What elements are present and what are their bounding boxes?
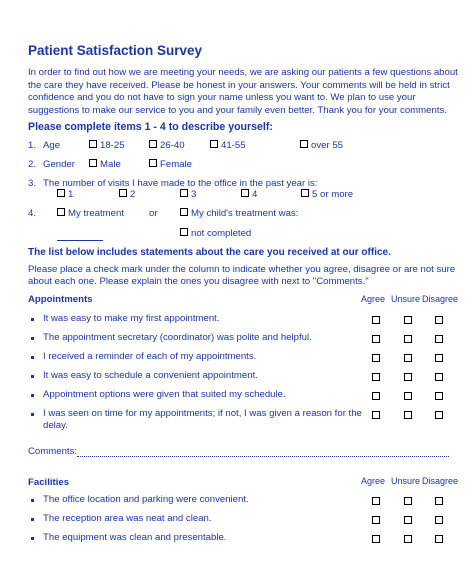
- unsure-checkbox[interactable]: [404, 497, 412, 505]
- appointment-item-6: I was seen on time for my appointments; if not, I was given a reason for the: [43, 408, 362, 419]
- q2-option-male[interactable]: Male: [89, 159, 121, 172]
- intro-line-2: the care they have received. Please be honest in your answers. Your comments will be held in strict: [28, 79, 450, 91]
- bullet-icon: [31, 394, 34, 397]
- bullet-icon: [31, 356, 34, 359]
- disagree-checkbox[interactable]: [435, 516, 443, 524]
- facility-item-1: The office location and parking were convenient.: [43, 494, 249, 505]
- q2-number: 2.: [28, 159, 37, 170]
- q3-option-5-or-more[interactable]: 5 or more: [301, 189, 353, 202]
- appointment-item-6-cont: delay.: [43, 420, 68, 431]
- column-disagree: Disagree: [422, 476, 459, 486]
- q4-number: 4.: [28, 208, 37, 219]
- agree-checkbox[interactable]: [372, 335, 380, 343]
- unsure-checkbox[interactable]: [404, 392, 412, 400]
- unsure-checkbox[interactable]: [404, 411, 412, 419]
- intro-line-3: confidence and you do not have to sign your name unless you want to. We plan to use your: [28, 92, 416, 103]
- facility-item-2: The reception area was neat and clean.: [43, 513, 212, 524]
- appointments-heading: Appointments: [28, 294, 93, 305]
- intro-line-4: suggestions to make our service to you and your family even better. Thank you for your comments.: [28, 104, 447, 116]
- checkbox-icon[interactable]: [241, 189, 249, 197]
- q3-label: The number of visits I have made to the office in the past year is:: [43, 178, 318, 189]
- q4-option-not-completed[interactable]: not completed: [180, 228, 251, 241]
- checkbox-icon[interactable]: [301, 189, 309, 197]
- checkbox-icon[interactable]: [57, 189, 65, 197]
- unsure-checkbox[interactable]: [404, 535, 412, 543]
- disagree-checkbox[interactable]: [435, 354, 443, 362]
- appointment-item-4: It was easy to schedule a convenient appointment.: [43, 370, 258, 381]
- disagree-checkbox[interactable]: [435, 316, 443, 324]
- instructions-line-2: about each one. Please explain the ones you disagree with next to "Comments.": [28, 276, 369, 287]
- checkbox-icon[interactable]: [119, 189, 127, 197]
- q3-option-1[interactable]: 1: [57, 189, 73, 202]
- column-unsure: Unsure: [391, 294, 421, 304]
- q1-option-41-55[interactable]: 41-55: [210, 140, 246, 153]
- q2-option-female[interactable]: Female: [149, 159, 192, 172]
- facilities-heading: Facilities: [28, 477, 70, 488]
- disagree-checkbox[interactable]: [435, 411, 443, 419]
- disagree-checkbox[interactable]: [435, 373, 443, 381]
- q3-option-2[interactable]: 2: [119, 189, 135, 202]
- q1-option-26-40[interactable]: 26-40: [149, 140, 185, 153]
- checkbox-icon[interactable]: [89, 159, 97, 167]
- comments-label: Comments:: [28, 446, 78, 457]
- disagree-checkbox[interactable]: [435, 497, 443, 505]
- checkbox-icon[interactable]: [149, 159, 157, 167]
- checkbox-icon[interactable]: [149, 140, 157, 148]
- appointment-item-3: I received a reminder of each of my appointments.: [43, 351, 257, 362]
- q2-label: Gender: [43, 159, 75, 170]
- appointment-item-1: It was easy to make my first appointment.: [43, 313, 220, 324]
- agree-checkbox[interactable]: [372, 373, 380, 381]
- checkbox-icon[interactable]: [180, 189, 188, 197]
- q1-number: 1.: [28, 140, 37, 151]
- checkbox-icon[interactable]: [210, 140, 218, 148]
- bullet-icon: [31, 375, 34, 378]
- agree-checkbox[interactable]: [372, 411, 380, 419]
- column-agree: Agree: [361, 294, 386, 304]
- checkbox-icon[interactable]: [89, 140, 97, 148]
- agree-checkbox[interactable]: [372, 316, 380, 324]
- bullet-icon: [31, 337, 34, 340]
- disagree-checkbox[interactable]: [435, 335, 443, 343]
- blank-line[interactable]: [57, 232, 103, 241]
- bullet-icon: [31, 499, 34, 502]
- agree-checkbox[interactable]: [372, 535, 380, 543]
- q1-label: Age: [43, 140, 61, 151]
- comments-field[interactable]: [77, 456, 449, 457]
- q3-option-3[interactable]: 3: [180, 189, 196, 202]
- agree-checkbox[interactable]: [372, 516, 380, 524]
- unsure-checkbox[interactable]: [404, 316, 412, 324]
- column-agree: Agree: [361, 476, 386, 486]
- checkbox-icon[interactable]: [180, 208, 188, 216]
- agree-checkbox[interactable]: [372, 392, 380, 400]
- agree-checkbox[interactable]: [372, 497, 380, 505]
- q4-or-label: or: [149, 208, 158, 219]
- q4-option-childs-treatment[interactable]: My child's treatment was:: [180, 208, 298, 221]
- unsure-checkbox[interactable]: [404, 335, 412, 343]
- unsure-checkbox[interactable]: [404, 354, 412, 362]
- appointment-item-5: Appointment options were given that suited my schedule.: [43, 389, 286, 400]
- facility-item-3: The equipment was clean and presentable.: [43, 532, 227, 543]
- bullet-icon: [31, 518, 34, 521]
- column-unsure: Unsure: [391, 476, 421, 486]
- bullet-icon: [31, 537, 34, 540]
- column-disagree: Disagree: [422, 294, 459, 304]
- checkbox-icon[interactable]: [57, 208, 65, 216]
- unsure-checkbox[interactable]: [404, 516, 412, 524]
- checkbox-icon[interactable]: [180, 228, 188, 236]
- q1-option-18-25[interactable]: 18-25: [89, 140, 125, 153]
- intro-line-1: In order to find out how we are meeting your needs, we are asking our patients a few questions about: [28, 67, 458, 78]
- unsure-checkbox[interactable]: [404, 373, 412, 381]
- bullet-icon: [31, 318, 34, 321]
- q4-option-my-treatment[interactable]: My treatment: [57, 208, 124, 221]
- page-title: Patient Satisfaction Survey: [28, 43, 203, 58]
- appointment-item-2: The appointment secretary (coordinator) was polite and helpful.: [43, 332, 312, 343]
- disagree-checkbox[interactable]: [435, 535, 443, 543]
- list-heading: The list below includes statements about the care you received at our office.: [28, 247, 391, 258]
- agree-checkbox[interactable]: [372, 354, 380, 362]
- checkbox-icon[interactable]: [300, 140, 308, 148]
- instructions-line-1: Please place a check mark under the column to indicate whether you agree, disagree or are not sure: [28, 264, 456, 275]
- items-heading: Please complete items 1 - 4 to describe yourself:: [28, 121, 273, 133]
- q1-option-over-55[interactable]: over 55: [300, 140, 343, 153]
- disagree-checkbox[interactable]: [435, 392, 443, 400]
- bullet-icon: [31, 413, 34, 416]
- q3-option-4[interactable]: 4: [241, 189, 257, 202]
- q4-not-completed-blank[interactable]: [57, 228, 103, 241]
- q3-number: 3.: [28, 178, 37, 189]
